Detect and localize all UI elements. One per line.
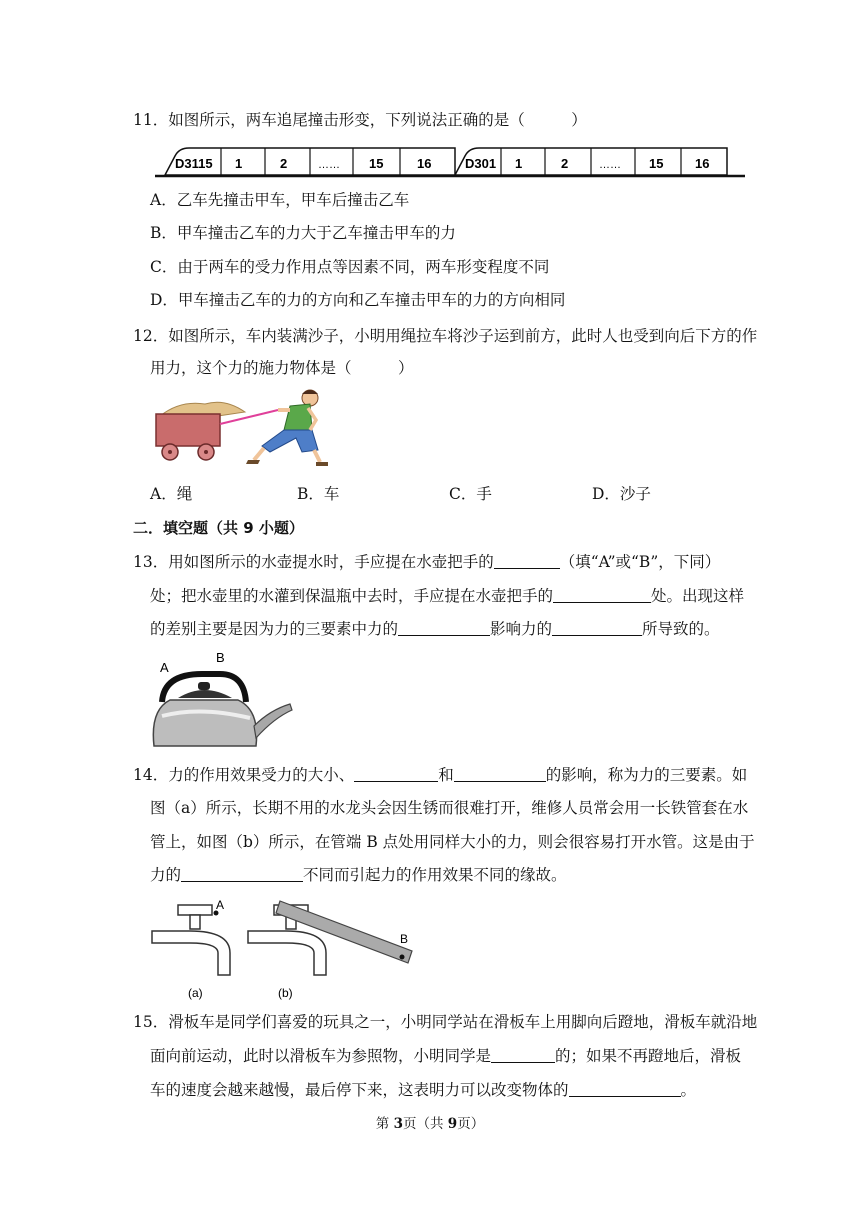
total-pages: 9 xyxy=(447,1116,458,1132)
q13-line3: 的差别主要是因为力的三要素中力的 影响力的 所导致的。 xyxy=(150,620,720,638)
q12-option-a: A．绳 xyxy=(150,485,193,503)
page-footer: 第 3页（共 9页） xyxy=(375,1116,485,1132)
q15-blank-1[interactable] xyxy=(491,1046,555,1063)
q14-line3: 管上，如图（b）所示，在管端 B 点处用同样大小的力，则会很容易打开水管。这是由于 xyxy=(150,833,755,851)
q12-option-c: C．手 xyxy=(449,485,492,503)
q12-option-b: B．车 xyxy=(297,485,340,503)
q13-blank-3[interactable] xyxy=(398,619,490,636)
q13-blank-2[interactable] xyxy=(553,586,651,603)
q11-option-c: C．由于两车的受力作用点等因素不同，两车形变程度不同 xyxy=(150,258,550,276)
q15-blank-2[interactable] xyxy=(569,1080,681,1097)
q14-blank-2[interactable] xyxy=(454,765,546,782)
faucet-label-b: B xyxy=(400,932,409,946)
faucet-figure xyxy=(150,895,430,1005)
faucet-label-a: A xyxy=(216,898,225,912)
train2-car: 16 xyxy=(695,156,710,171)
section-title: 二．填空题（共 9 小题） xyxy=(133,519,304,537)
kettle-figure xyxy=(150,646,300,750)
train-figure xyxy=(155,138,750,180)
q15-line1: 15．滑板车是同学们喜爱的玩具之一，小明同学站在滑板车上用脚向后蹬地，滑板车就沿地 xyxy=(133,1013,758,1031)
train2-car: …… xyxy=(599,159,621,171)
q11-option-d: D．甲车撞击乙车的力的方向和乙车撞击甲车的力的方向相同 xyxy=(150,291,566,309)
train1-car: 15 xyxy=(369,156,384,171)
q12-stem-line1: 12．如图所示，车内装满沙子，小明用绳拉车将沙子运到前方，此时人也受到向后下方的作 xyxy=(133,327,758,345)
q11-stem: 11．如图所示，两车追尾撞击形变，下列说法正确的是（ ） xyxy=(133,111,587,129)
q11-option-a: A．乙车先撞击甲车，甲车后撞击乙车 xyxy=(150,191,410,209)
q11-option-b: B．甲车撞击乙车的力大于乙车撞击甲车的力 xyxy=(150,224,456,242)
q15-line3: 车的速度会越来越慢，最后停下来，这表明力可以改变物体的 。 xyxy=(150,1081,697,1099)
cart-puller-figure xyxy=(150,386,340,468)
train2-car: 15 xyxy=(649,156,664,171)
faucet-caption-b: (b) xyxy=(278,986,293,1000)
q14-line2: 图（a）所示，长期不用的水龙头会因生锈而很难打开，维修人员常会用一长铁管套在水 xyxy=(150,799,749,817)
train2-car: 2 xyxy=(561,156,569,171)
q12-option-d: D．沙子 xyxy=(592,485,651,503)
q13-line2: 处；把水壶里的水灌到保温瓶中去时，手应提在水壶把手的 处。出现这样 xyxy=(150,587,745,605)
train1-car: 16 xyxy=(417,156,432,171)
kettle-label-a: A xyxy=(160,660,169,675)
q12-stem-line2: 用力，这个力的施力物体是（ ） xyxy=(150,359,414,377)
q14-line1: 14．力的作用效果受力的大小、 和 的影响，称为力的三要素。如 xyxy=(133,766,748,784)
q14-blank-1[interactable] xyxy=(354,765,438,782)
q15-line2: 面向前运动，此时以滑板车为参照物，小明同学是 的；如果不再蹬地后，滑板 xyxy=(150,1047,742,1065)
train2-name: D301 xyxy=(465,156,497,171)
train1-name: D3115 xyxy=(175,156,213,171)
train1-car: …… xyxy=(318,159,340,171)
train2-car: 1 xyxy=(515,156,523,171)
q13-blank-1[interactable] xyxy=(494,552,560,569)
q14-line4: 力的 不同而引起力的作用效果不同的缘故。 xyxy=(150,866,567,884)
train1-car: 2 xyxy=(280,156,288,171)
q13-line1: 13．用如图所示的水壶提水时，手应提在水壶把手的 （填“A”或“B”，下同） xyxy=(133,553,721,571)
faucet-caption-a: (a) xyxy=(188,986,203,1000)
train1-car: 1 xyxy=(235,156,243,171)
q14-blank-3[interactable] xyxy=(181,865,303,882)
q13-blank-4[interactable] xyxy=(552,619,642,636)
kettle-label-b: B xyxy=(216,650,225,665)
current-page: 3 xyxy=(393,1116,403,1132)
